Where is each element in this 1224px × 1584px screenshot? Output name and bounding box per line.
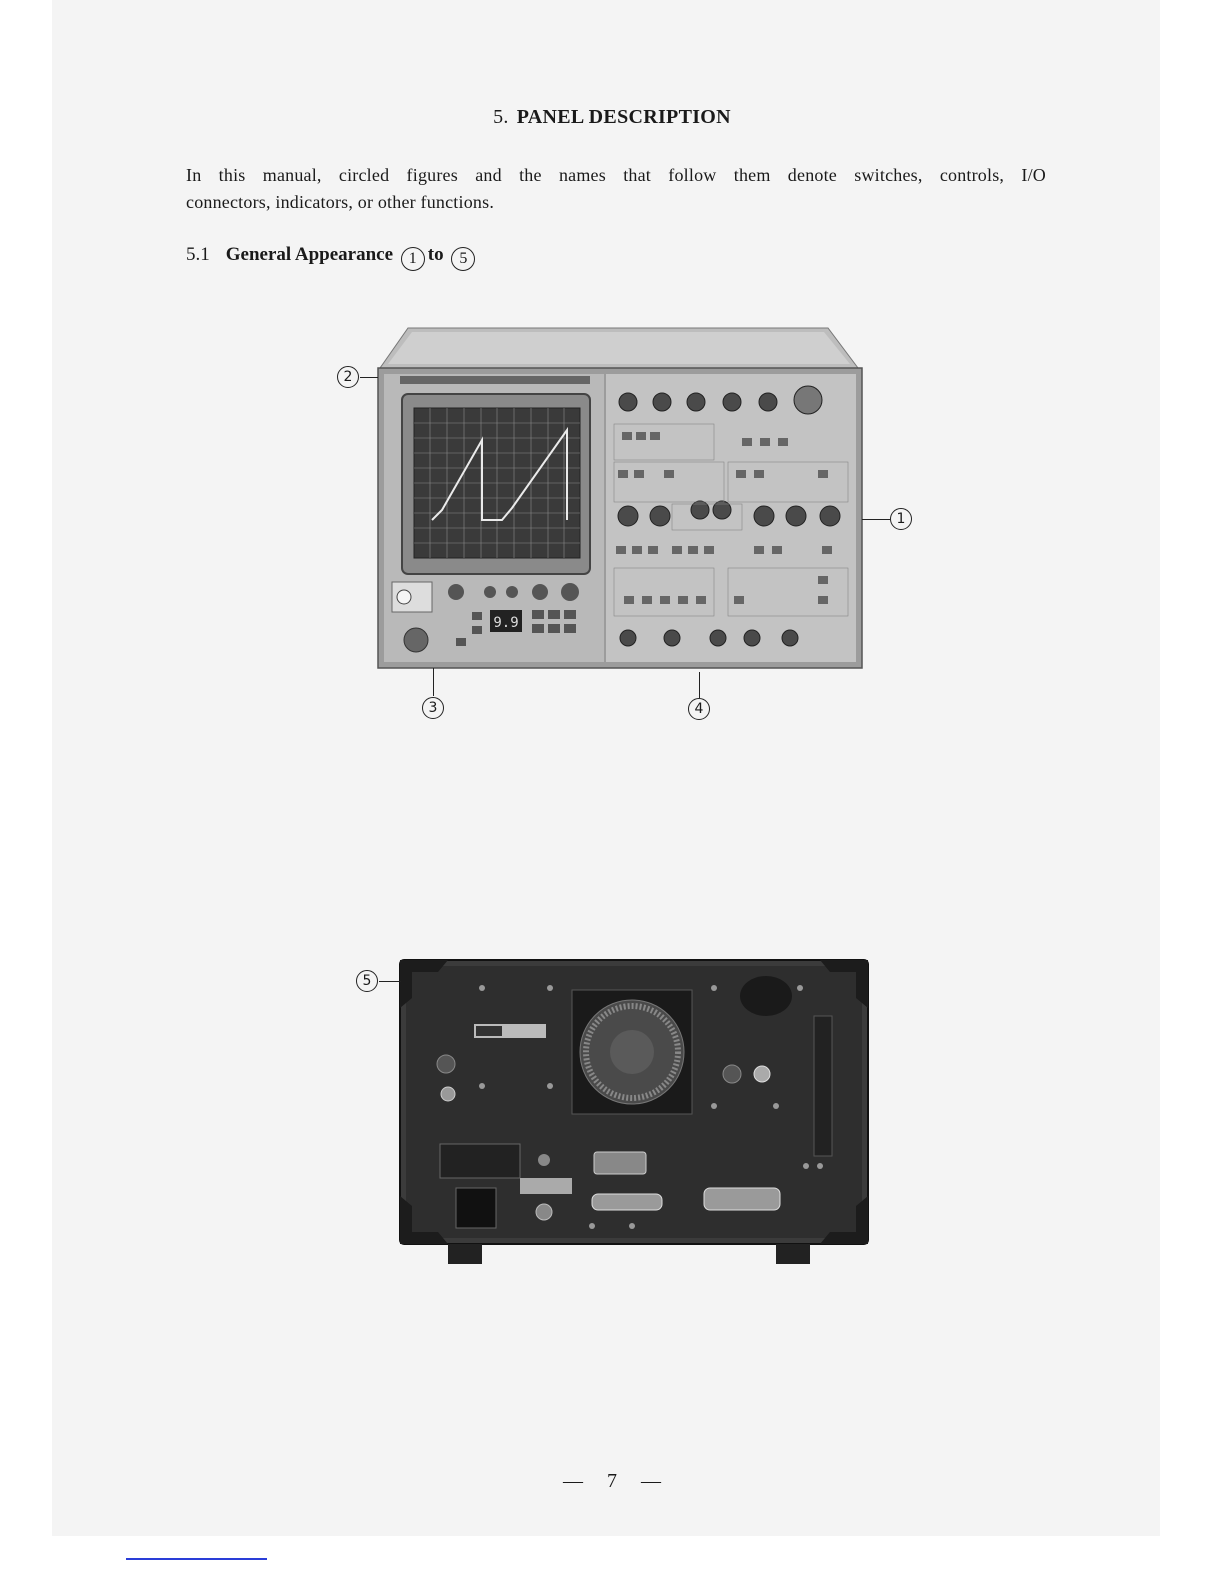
- callout-1: 1: [890, 508, 912, 530]
- page-title: 5. PANEL DESCRIPTION: [493, 106, 731, 128]
- section-heading: 5.1 General Appearance 1 to 5: [186, 244, 478, 271]
- intro-line-2: connectors, indicators, or other functions.: [186, 192, 495, 212]
- callout-3: 3: [422, 697, 444, 719]
- circled-number-from: 1: [401, 247, 425, 271]
- circled-number-to: 5: [451, 247, 475, 271]
- hyperlink-underline[interactable]: [126, 1558, 267, 1560]
- callout-5-leader: [379, 981, 401, 982]
- section-title: General Appearance: [225, 244, 394, 265]
- oscilloscope-rear-photo: [396, 956, 872, 1268]
- callout-4: 4: [688, 698, 710, 720]
- callout-2-leader: [360, 377, 378, 378]
- callout-2: 2: [337, 366, 359, 388]
- page-number: — 7 —: [563, 1470, 661, 1492]
- section-number: 5.1: [186, 244, 210, 265]
- oscilloscope-front-photo: [372, 320, 866, 670]
- intro-line-1: In this manual, circled figures and the names that follow them denote switches, controls, I/O: [186, 165, 1046, 185]
- digital-readout: 9.9: [493, 615, 519, 631]
- callout-3-leader: [433, 668, 434, 696]
- callout-4-leader: [699, 672, 700, 698]
- callout-5: 5: [356, 970, 378, 992]
- callout-1-leader: [862, 519, 890, 520]
- document-page: [52, 0, 1160, 1536]
- intro-paragraph: [186, 162, 1046, 216]
